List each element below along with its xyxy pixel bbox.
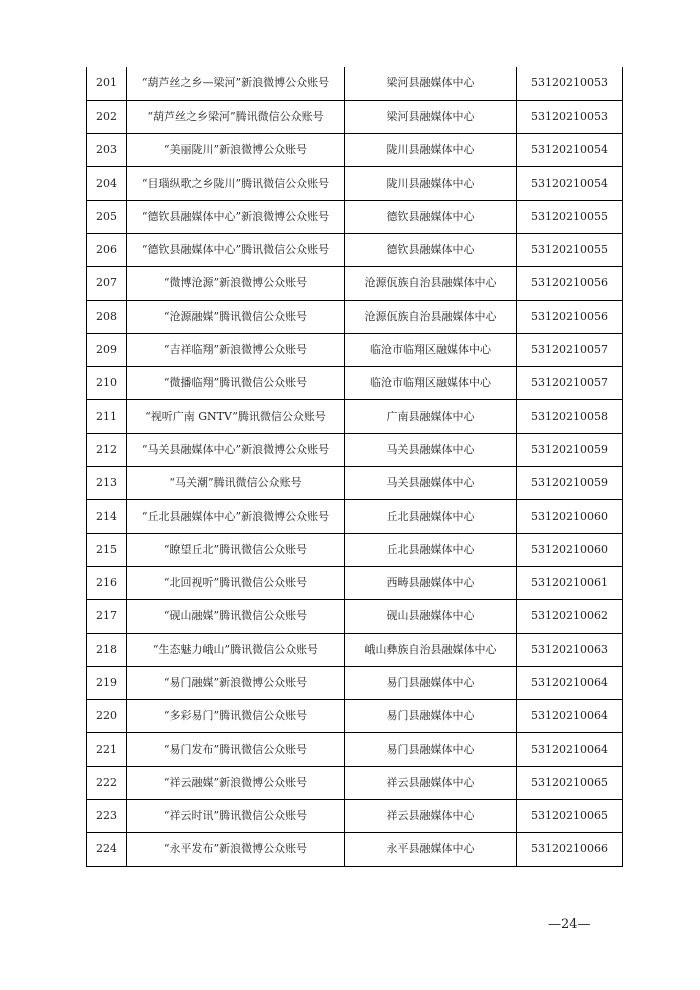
organization-name: 德钦县融媒体中心	[345, 233, 517, 266]
registration-code: 53120210060	[517, 500, 623, 533]
organization-name: 易门县融媒体中心	[345, 700, 517, 733]
organization-name: 砚山县融媒体中心	[345, 600, 517, 633]
row-number: 224	[87, 833, 127, 866]
account-name: “祥云时讯”腾讯微信公众账号	[127, 800, 345, 833]
table-row	[87, 67, 623, 100]
registration-code: 53120210061	[517, 566, 623, 599]
row-number: 222	[87, 766, 127, 799]
row-number: 218	[87, 633, 127, 666]
organization-name: 祥云县融媒体中心	[345, 800, 517, 833]
organization-name: 马关县融媒体中心	[345, 467, 517, 500]
row-number: 203	[87, 134, 127, 167]
organization-name: 临沧市临翔区融媒体中心	[345, 333, 517, 366]
registration-code: 53120210054	[517, 134, 623, 167]
table-row	[87, 433, 623, 466]
organization-name: 德钦县融媒体中心	[345, 200, 517, 233]
account-name: “视听广南 GNTV”腾讯微信公众账号	[127, 400, 345, 433]
account-name: “微博沧源”新浪微博公众账号	[127, 267, 345, 300]
table-row	[87, 600, 623, 633]
row-number: 214	[87, 500, 127, 533]
table-row	[87, 666, 623, 699]
table-row	[87, 200, 623, 233]
table-row	[87, 367, 623, 400]
table-row	[87, 733, 623, 766]
organization-name: 丘北县融媒体中心	[345, 500, 517, 533]
registration-code: 53120210057	[517, 367, 623, 400]
table-row	[87, 766, 623, 799]
organization-name: 易门县融媒体中心	[345, 666, 517, 699]
registration-code: 53120210054	[517, 167, 623, 200]
registration-code: 53120210064	[517, 733, 623, 766]
row-number: 202	[87, 100, 127, 133]
organization-name: 祥云县融媒体中心	[345, 766, 517, 799]
organization-name: 广南县融媒体中心	[345, 400, 517, 433]
row-number: 223	[87, 800, 127, 833]
registration-code: 53120210056	[517, 267, 623, 300]
row-number: 205	[87, 200, 127, 233]
row-number: 208	[87, 300, 127, 333]
account-name: “祥云融媒”新浪微博公众账号	[127, 766, 345, 799]
account-name: “马关潮”腾讯微信公众账号	[127, 467, 345, 500]
row-number: 219	[87, 666, 127, 699]
account-name: “美丽陇川”新浪微博公众账号	[127, 134, 345, 167]
table-row	[87, 100, 623, 133]
organization-name: 西畴县融媒体中心	[345, 566, 517, 599]
account-name: “目瑙纵歌之乡陇川”腾讯微信公众账号	[127, 167, 345, 200]
table-row	[87, 833, 623, 866]
registration-code: 53120210066	[517, 833, 623, 866]
table-row	[87, 566, 623, 599]
account-name: “马关县融媒体中心”新浪微博公众账号	[127, 433, 345, 466]
table-row	[87, 167, 623, 200]
organization-name: 临沧市临翔区融媒体中心	[345, 367, 517, 400]
page-number: —24—	[548, 917, 591, 932]
account-name: “沧源融媒”腾讯微信公众账号	[127, 300, 345, 333]
account-name: “北回视听”腾讯微信公众账号	[127, 566, 345, 599]
account-name: “德钦县融媒体中心”新浪微博公众账号	[127, 200, 345, 233]
table-row	[87, 300, 623, 333]
row-number: 212	[87, 433, 127, 466]
organization-name: 丘北县融媒体中心	[345, 533, 517, 566]
registration-code: 53120210060	[517, 533, 623, 566]
row-number: 217	[87, 600, 127, 633]
organization-name: 马关县融媒体中心	[345, 433, 517, 466]
registration-code: 53120210057	[517, 333, 623, 366]
organization-name: 陇川县融媒体中心	[345, 134, 517, 167]
account-name: “易门融媒”新浪微博公众账号	[127, 666, 345, 699]
organization-name: 陇川县融媒体中心	[345, 167, 517, 200]
account-list-body	[87, 67, 623, 866]
account-name: “吉祥临翔”新浪微博公众账号	[127, 333, 345, 366]
registration-code: 53120210053	[517, 67, 623, 100]
table-row	[87, 700, 623, 733]
row-number: 210	[87, 367, 127, 400]
account-name: “永平发布”新浪微博公众账号	[127, 833, 345, 866]
organization-name: 沧源佤族自治县融媒体中心	[345, 300, 517, 333]
registration-code: 53120210056	[517, 300, 623, 333]
registration-code: 53120210062	[517, 600, 623, 633]
registration-code: 53120210065	[517, 800, 623, 833]
account-name: “多彩易门”腾讯微信公众账号	[127, 700, 345, 733]
organization-name: 梁河县融媒体中心	[345, 67, 517, 100]
table-row	[87, 533, 623, 566]
registration-code: 53120210058	[517, 400, 623, 433]
account-name: “葫芦丝之乡梁河”腾讯微信公众账号	[127, 100, 345, 133]
table-row	[87, 633, 623, 666]
registration-code: 53120210064	[517, 700, 623, 733]
table-row	[87, 134, 623, 167]
row-number: 213	[87, 467, 127, 500]
account-list-table	[86, 67, 623, 867]
account-name: “砚山融媒”腾讯微信公众账号	[127, 600, 345, 633]
account-name: “生态魅力峨山”腾讯微信公众账号	[127, 633, 345, 666]
table-row	[87, 800, 623, 833]
row-number: 211	[87, 400, 127, 433]
row-number: 221	[87, 733, 127, 766]
table-row	[87, 467, 623, 500]
table-row	[87, 500, 623, 533]
row-number: 215	[87, 533, 127, 566]
organization-name: 沧源佤族自治县融媒体中心	[345, 267, 517, 300]
account-name: “微播临翔”腾讯微信公众账号	[127, 367, 345, 400]
registration-code: 53120210059	[517, 433, 623, 466]
registration-code: 53120210059	[517, 467, 623, 500]
account-name: “丘北县融媒体中心”新浪微博公众账号	[127, 500, 345, 533]
registration-code: 53120210063	[517, 633, 623, 666]
table-row	[87, 267, 623, 300]
account-name: “德钦县融媒体中心”腾讯微信公众账号	[127, 233, 345, 266]
organization-name: 梁河县融媒体中心	[345, 100, 517, 133]
table-row	[87, 333, 623, 366]
row-number: 207	[87, 267, 127, 300]
account-name: “葫芦丝之乡—梁河”新浪微博公众账号	[127, 67, 345, 100]
row-number: 209	[87, 333, 127, 366]
account-name: “瞭望丘北”腾讯微信公众账号	[127, 533, 345, 566]
row-number: 220	[87, 700, 127, 733]
row-number: 206	[87, 233, 127, 266]
table-row	[87, 233, 623, 266]
row-number: 216	[87, 566, 127, 599]
registration-code: 53120210055	[517, 200, 623, 233]
registration-code: 53120210053	[517, 100, 623, 133]
organization-name: 峨山彝族自治县融媒体中心	[345, 633, 517, 666]
row-number: 204	[87, 167, 127, 200]
registration-code: 53120210065	[517, 766, 623, 799]
registration-code: 53120210064	[517, 666, 623, 699]
table-row	[87, 400, 623, 433]
organization-name: 易门县融媒体中心	[345, 733, 517, 766]
row-number: 201	[87, 67, 127, 100]
registration-code: 53120210055	[517, 233, 623, 266]
account-name: “易门发布”腾讯微信公众账号	[127, 733, 345, 766]
organization-name: 永平县融媒体中心	[345, 833, 517, 866]
